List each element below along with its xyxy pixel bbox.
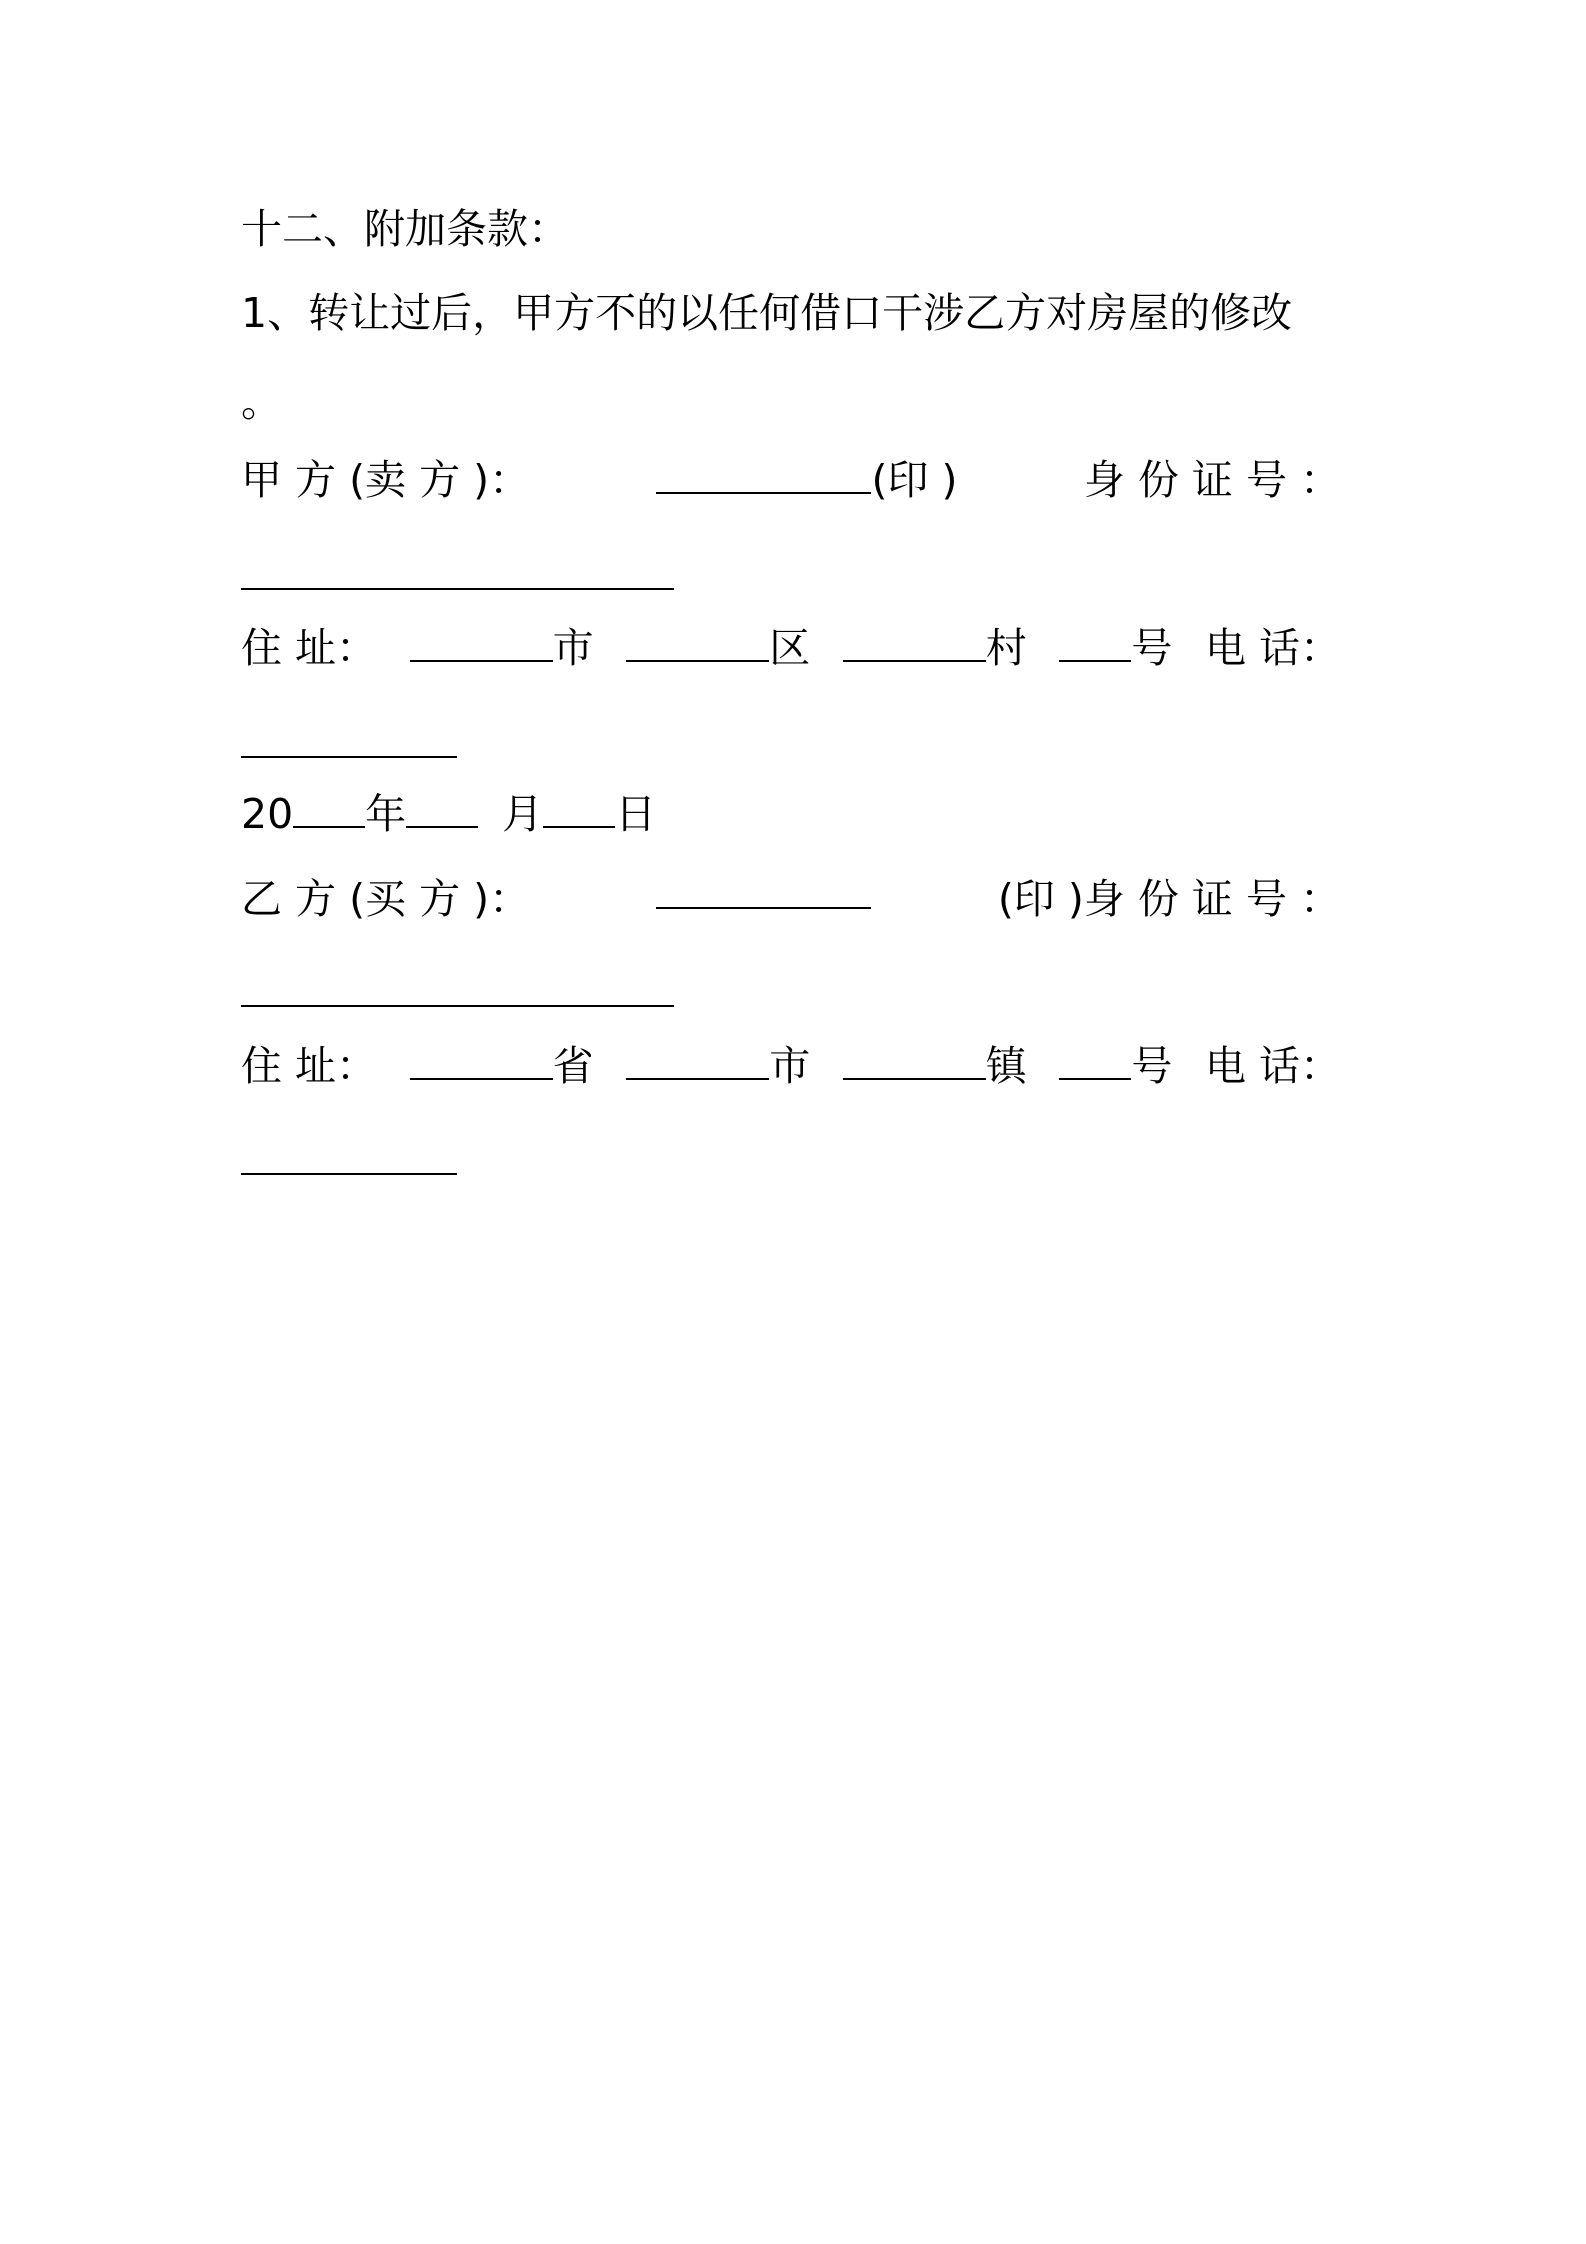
date-day-blank[interactable] bbox=[543, 788, 615, 828]
party-a-number-blank[interactable] bbox=[1059, 622, 1131, 662]
party-a-id-blank[interactable] bbox=[241, 588, 674, 590]
party-a-id-label: 身 份 证 号 ： bbox=[1083, 456, 1341, 504]
clause-1-line-1 bbox=[241, 283, 1361, 343]
date-year-prefix: 20 bbox=[241, 790, 294, 838]
party-a-line bbox=[241, 450, 1361, 510]
section-title-text: 十二、附加条款： bbox=[241, 205, 569, 253]
party-b-seal: (印 ) bbox=[997, 875, 1084, 923]
party-b-name-blank[interactable] bbox=[656, 869, 871, 909]
clause-1-line-2 bbox=[241, 372, 1361, 432]
party-b-id-blank[interactable] bbox=[241, 1005, 674, 1007]
party-a-label: 甲 方 (卖 方 )： bbox=[241, 456, 531, 504]
party-b-town-label: 镇 bbox=[985, 1042, 1027, 1090]
party-a-district-label: 区 bbox=[769, 624, 811, 672]
party-a-district-blank[interactable] bbox=[626, 622, 769, 662]
party-a-phone-label: 电 话： bbox=[1204, 624, 1341, 672]
clause-1-text: 1、转让过后，甲方不的以任何借口干涉乙方对房屋的修改 bbox=[241, 289, 1293, 337]
party-a-village-label: 村 bbox=[985, 624, 1027, 672]
party-a-city-blank[interactable] bbox=[410, 622, 553, 662]
party-a-number-label: 号 bbox=[1131, 624, 1173, 672]
clause-1-period: 。 bbox=[241, 378, 282, 426]
party-b-province-blank[interactable] bbox=[410, 1040, 553, 1080]
section-title bbox=[241, 199, 1361, 259]
party-b-phone-blank[interactable] bbox=[241, 1173, 457, 1175]
date-month-blank[interactable] bbox=[406, 788, 478, 828]
party-b-id-label: 身 份 证 号 ： bbox=[1083, 875, 1341, 923]
party-b-city-label: 市 bbox=[769, 1042, 811, 1090]
date-day-label: 日 bbox=[615, 790, 657, 838]
party-b-address-label: 住 址： bbox=[241, 1042, 378, 1090]
party-b-number-label: 号 bbox=[1131, 1042, 1173, 1090]
party-b-address-line bbox=[241, 1036, 1361, 1096]
party-a-address-label: 住 址： bbox=[241, 624, 378, 672]
party-a-address-line bbox=[241, 618, 1361, 678]
party-a-city-label: 市 bbox=[552, 624, 594, 672]
party-b-label: 乙 方 (买 方 )： bbox=[241, 875, 531, 923]
party-b-phone-label: 电 话： bbox=[1204, 1042, 1341, 1090]
party-a-village-blank[interactable] bbox=[843, 622, 986, 662]
party-b-city-blank[interactable] bbox=[626, 1040, 769, 1080]
party-a-phone-blank[interactable] bbox=[241, 756, 457, 758]
date-year-label: 年 bbox=[365, 790, 407, 838]
party-b-town-blank[interactable] bbox=[843, 1040, 986, 1080]
party-a-name-blank[interactable] bbox=[656, 454, 871, 494]
date-year-blank[interactable] bbox=[293, 788, 365, 828]
date-month-label: 月 bbox=[502, 790, 544, 838]
date-line bbox=[241, 784, 1361, 844]
party-a-seal: (印 ) bbox=[871, 456, 958, 504]
party-b-province-label: 省 bbox=[552, 1042, 594, 1090]
party-b-line bbox=[241, 869, 1361, 929]
party-b-number-blank[interactable] bbox=[1059, 1040, 1131, 1080]
